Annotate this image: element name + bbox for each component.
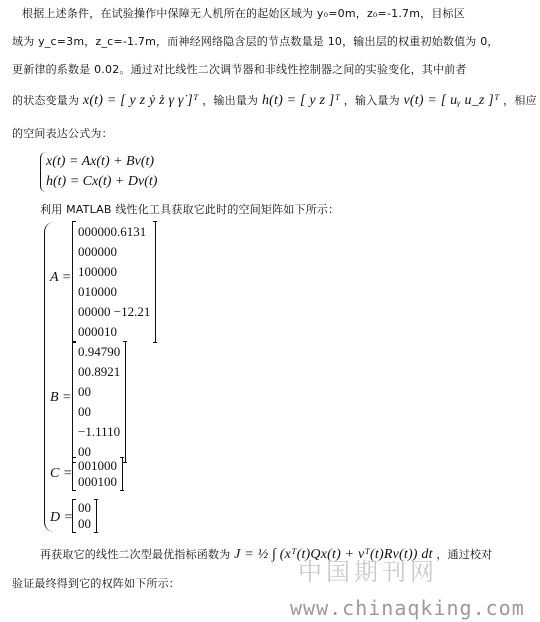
matrix-b-row: 0.94790 bbox=[78, 344, 121, 359]
matrix-a-row: 000010 bbox=[78, 324, 117, 339]
output-equation: h(t) = Cx(t) + Dv(t) bbox=[46, 174, 158, 189]
matrix-a-label: A = bbox=[50, 270, 72, 285]
state-variable-label: 的状态变量为 bbox=[12, 94, 80, 107]
matrix-a-row: 000000 bbox=[78, 244, 117, 259]
matrix-d-row: 00 bbox=[78, 500, 91, 515]
matrix-b-row: 00.8921 bbox=[78, 364, 121, 379]
matrix-group-brace bbox=[44, 222, 55, 532]
matrix-b-row: 00 bbox=[78, 384, 91, 399]
watermark-chinese: 中国期刊网 bbox=[298, 558, 438, 586]
matrix-c-row: 001000 bbox=[78, 458, 117, 473]
paragraph-line-8: 验证最终得到它的权阵如下所示： bbox=[12, 577, 180, 590]
matrix-c-row: 000100 bbox=[78, 474, 117, 489]
performance-index-formula: J = ½ ∫ (xᵀ(t)Qx(t) + vᵀ(t)Rv(t)) dt bbox=[234, 547, 433, 562]
paragraph-line-7 bbox=[40, 544, 540, 566]
paragraph-line-4-suffix: ，相应 bbox=[503, 94, 537, 107]
matrix-b bbox=[72, 342, 126, 462]
paragraph-line-2: 域为 y_c=3m，z_c=-1.7m，而神经网络隐含层的节点数量是 10，输出层的权重初始数值为 0， bbox=[12, 35, 499, 48]
paragraph-line-4 bbox=[12, 90, 537, 112]
matrix-c bbox=[72, 458, 123, 490]
matrix-c-label: C = bbox=[50, 466, 73, 481]
matrix-b-row: −1.1110 bbox=[78, 424, 121, 439]
input-label: ，输入量为 bbox=[343, 94, 400, 107]
matrix-b-row: 00 bbox=[78, 404, 91, 419]
matrix-b-row: 00 bbox=[78, 444, 91, 459]
matrix-d-label: D = bbox=[50, 510, 74, 525]
state-equation: x(t) = Ax(t) + Bv(t) bbox=[46, 154, 155, 169]
matrix-a-row: 00000 −12.21 bbox=[78, 304, 151, 319]
matrix-d bbox=[72, 500, 97, 532]
matrix-a-row: 000000.6131 bbox=[78, 224, 147, 239]
paragraph-line-6: 利用 MATLAB 线性化工具获取它此时的空间矩阵如下所示： bbox=[40, 203, 340, 216]
paragraph-line-3: 更新律的系数是 0.02。通过对比线性二次调节器和非线性控制器之间的实验变化，其中前者 bbox=[12, 63, 467, 76]
paragraph-line-7-suffix: ，通过校对 bbox=[436, 548, 493, 561]
output-vector-formula: h(t) = [ y z ]ᵀ bbox=[261, 93, 341, 108]
paragraph-line-1: 根据上述条件，在试验操作中保障无人机所在的起始区域为 y₀=0m，z₀=-1.7m，目标区 bbox=[22, 7, 465, 20]
matrix-a-row: 100000 bbox=[78, 264, 117, 279]
matrix-a-row: 010000 bbox=[78, 284, 117, 299]
performance-index-label: 再获取它的线性二次型最优指标函数为 bbox=[40, 548, 231, 561]
paragraph-line-5: 的空间表达公式为： bbox=[12, 127, 113, 140]
input-vector-formula: v(t) = [ uᵧ u_z ]ᵀ bbox=[403, 93, 500, 108]
matrix-d-row: 00 bbox=[78, 516, 91, 531]
watermark-url: www.chinaqking.com bbox=[290, 596, 525, 620]
state-vector-formula: x(t) = [ y z ẏ ż γ γ̇ ]ᵀ bbox=[82, 93, 199, 108]
matrix-b-label: B = bbox=[50, 390, 72, 405]
matrix-a bbox=[72, 222, 156, 342]
output-label: ，输出量为 bbox=[202, 94, 259, 107]
